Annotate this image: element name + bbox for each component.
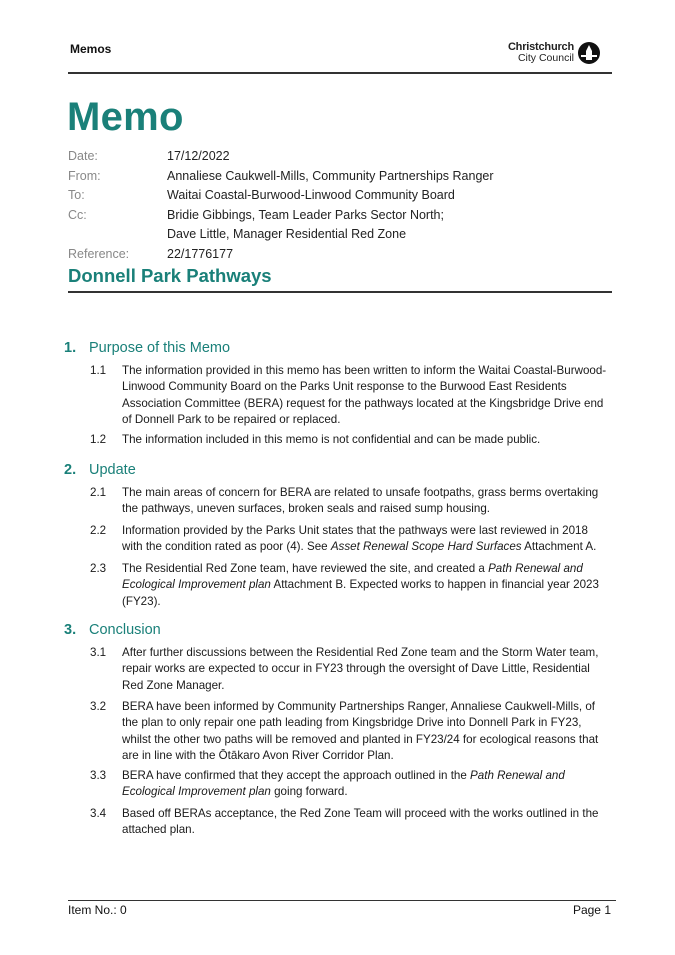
cathedral-icon [577, 41, 601, 65]
subject-divider [68, 291, 612, 293]
paragraph-number: 2.3 [90, 562, 107, 575]
paragraph-3-3 [90, 768, 610, 801]
footer-page-number: Page 1 [572, 903, 611, 917]
header-label: Memos [70, 42, 112, 56]
text-run: Information provided by the Parks Unit states that the pathways were last reviewed in 2018 with the condition rated as poor (4). See [122, 524, 588, 554]
text-run: The Residential Red Zone team, have reviewed the site, and created a [122, 562, 489, 575]
paragraph-text [122, 523, 610, 556]
paragraph-2-1 [90, 485, 610, 518]
paragraph-number: 3.1 [90, 646, 107, 659]
meta-label: To: [68, 188, 85, 202]
memo-subject: Donnell Park Pathways [68, 265, 272, 286]
section-title: Update [89, 462, 136, 478]
paragraph-2-2 [90, 523, 610, 556]
footer-item-number: Item No.: 0 [68, 903, 127, 917]
paragraph-text [122, 768, 610, 801]
page-title: Memo [67, 95, 184, 139]
meta-row-date [68, 147, 494, 167]
meta-label: Date: [68, 149, 98, 163]
paragraph-number: 3.4 [90, 807, 107, 820]
meta-row-to [68, 186, 494, 206]
section-number: 2. [64, 462, 77, 478]
paragraph-number: 1.1 [90, 364, 107, 377]
paragraph-2-3 [90, 561, 610, 610]
section-title: Conclusion [89, 622, 161, 638]
meta-label: Cc: [68, 207, 87, 222]
paragraph-number: 1.2 [90, 433, 107, 446]
meta-value [167, 206, 444, 245]
meta-value: 22/1776177 [167, 246, 234, 261]
footer-divider [68, 900, 616, 901]
paragraph-text [122, 561, 610, 610]
section-number: 3. [64, 622, 77, 638]
meta-label: Reference: [68, 246, 130, 261]
paragraph-1-1 [90, 363, 610, 429]
header-divider [68, 72, 612, 74]
meta-value: Annaliese Caukwell-Mills, Community Partnerships Ranger [167, 168, 494, 183]
paragraph-number: 3.3 [90, 769, 107, 782]
text-run: Attachment B. Expected works to happen in financial year 2023 (FY23). [122, 578, 599, 608]
paragraph-3-2 [90, 699, 610, 765]
paragraph-3-4 [90, 806, 610, 839]
paragraph-text: After further discussions between the Residential Red Zone team and the Storm Water team, repair works are expected to occur in FY23 through the oversight of Dave Little, Residential Red Zone Manager. [122, 646, 599, 692]
cc-line-1: Bridie Gibbings, Team Leader Parks Sector North; [167, 207, 444, 222]
logo-line-2: City Council [517, 52, 574, 64]
section-heading-conclusion [64, 622, 161, 638]
meta-value: 17/12/2022 [167, 149, 230, 163]
document-reference: Path Renewal and Ecological Improvement plan [122, 769, 565, 799]
text-run: going forward. [270, 785, 348, 799]
logo-line-1: Christchurch [507, 41, 574, 53]
paragraph-number: 2.1 [90, 486, 107, 499]
paragraph-text: Based off BERAs acceptance, the Red Zone Team will proceed with the works outlined in the attached plan. [122, 807, 599, 837]
paragraph-3-1 [90, 645, 610, 694]
paragraph-text: The information included in this memo is not confidential and can be made public. [122, 433, 541, 446]
section-number: 1. [64, 340, 77, 356]
meta-label: From: [68, 168, 101, 183]
memo-meta [68, 147, 494, 264]
cc-line-2: Dave Little, Manager Residential Red Zone [167, 227, 407, 241]
document-reference: Path Renewal and Ecological Improvement plan [122, 562, 583, 592]
paragraph-1-2 [90, 432, 610, 448]
paragraph-text: The main areas of concern for BERA are related to unsafe footpaths, grass berms overtaking the pathways, uneven surfaces, broken seals and raised sump housing. [122, 486, 599, 516]
paragraph-text: The information provided in this memo has been written to inform the Waitai Coastal-Burwood-Linwood Community Board on the Parks Unit response to the Burwood East Residents Association Committee (BERA) request for the pathways located at the Kingsbridge Drive end of Donnell Park to be repaired or replaced. [122, 364, 607, 427]
meta-row-from [68, 167, 494, 187]
section-heading-update [64, 462, 136, 478]
text-run: Attachment A. [521, 540, 597, 554]
council-logo [508, 41, 601, 65]
paragraph-number: 3.2 [90, 700, 107, 713]
paragraph-text: BERA have been informed by Community Partnerships Ranger, Annaliese Caukwell-Mills, of the plan to only repair one path leading from Kingsbridge Drive into Donnell Park in FY23, whilst the other two paths will be removed and planted in FY23/24 for ecological reasons that are in line with the Ōtākaro Avon River Corridor Plan. [122, 700, 599, 763]
meta-row-reference [68, 245, 494, 265]
meta-value: Waitai Coastal-Burwood-Linwood Community Board [167, 188, 455, 202]
document-reference: Asset Renewal Scope Hard Surfaces [330, 540, 522, 554]
section-heading-purpose [64, 340, 230, 356]
meta-row-cc [68, 206, 494, 245]
paragraph-number: 2.2 [90, 524, 107, 537]
text-run: BERA have confirmed that they accept the approach outlined in the [122, 769, 471, 782]
section-title: Purpose of this Memo [89, 340, 231, 356]
